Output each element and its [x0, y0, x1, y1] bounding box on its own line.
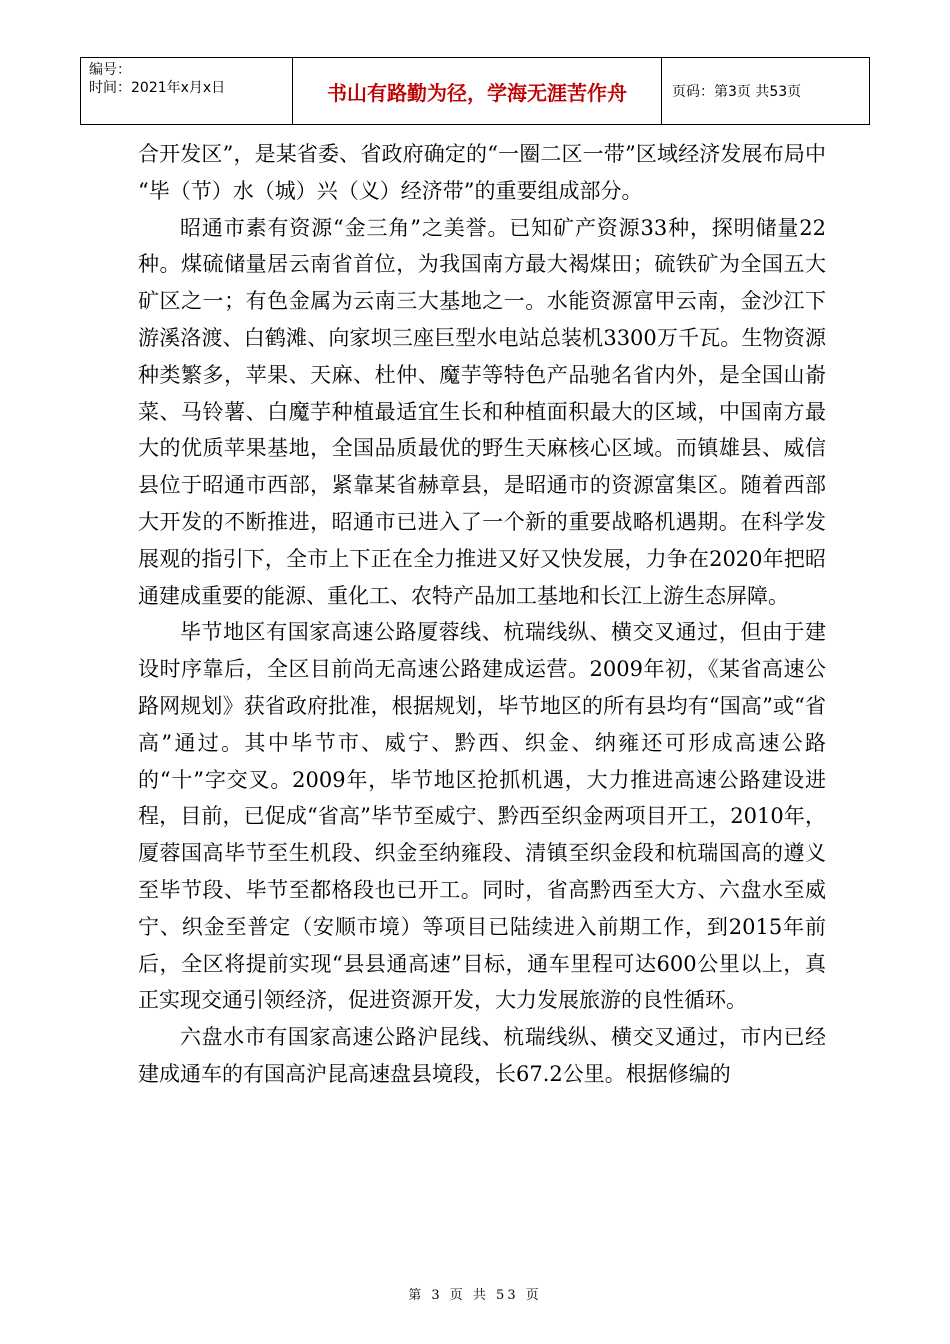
document-body — [138, 136, 826, 1093]
page-header — [80, 57, 870, 125]
page-footer: 第 3 页 共 53 页 — [408, 1288, 542, 1303]
paragraph-4: 六盘水市有国家高速公路沪昆线、杭瑞线纵、横交叉通过，市内已经建成通车的有国高沪昆高速盘县境段，长67.2公里。根据修编的 — [138, 1025, 826, 1086]
header-meta-cell — [81, 58, 293, 125]
paragraph-2: 昭通市素有资源“金三角”之美誉。已知矿产资源33种，探明储量22种。煤硫储量居云南省首位，为我国南方最大褐煤田；硫铁矿为全国五大矿区之一；有色金属为云南三大基地之一。水能资源富甲云南，金沙江下游溪洛渡、白鹤滩、向家坝三座巨型水电站总装机3300万千瓦。生物资源种类繁多，苹果、天麻、杜仲、魔芋等特色产品驰名省内外，是全国山嵛菜、马铃薯、白魔芋种植最适宜生长和种植面积最大的区域，中国南方最大的优质苹果基地，全国品质最优的野生天麻核心区域。而镇雄县、威信县位于昭通市西部，紧靠某省赫章县，是昭通市的资源富集区。随着西部大开发的不断推进，昭通市已进入了一个新的重要战略机遇期。在科学发展观的指引下，全市上下正在全力推进又好又快发展，力争在2020年把昭通建成重要的能源、重化工、农特产品加工基地和长江上游生态屏障。 — [138, 215, 826, 608]
header-page-info: 页码：第3页 共53页 — [662, 58, 870, 125]
paragraph-1: 合开发区”，是某省委、省政府确定的“一圈二区一带”区域经济发展布局中 “毕（节）水（城）兴（义）经济带”的重要组成部分。 — [138, 142, 826, 203]
header-motto: 书山有路勤为径，学海无涯苦作舟 — [293, 58, 662, 125]
time-label: 时间：2021年x月x日 — [89, 80, 226, 96]
paragraph-3: 毕节地区有国家高速公路厦蓉线、杭瑞线纵、横交叉通过，但由于建设时序靠后，全区目前尚无高速公路建成运营。2009年初，《某省高速公路网规划》获省政府批准，根据规划，毕节地区的所有县均有“国高”或“省高”通过。其中毕节市、威宁、黔西、织金、纳雍还可形成高速公路的“十”字交叉。2009年，毕节地区抢抓机遇，大力推进高速公路建设进程，目前，已促成“省高”毕节至威宁、黔西至织金两项目开工，2010年，厦蓉国高毕节至生机段、织金至纳雍段、清镇至织金段和杭瑞国高的遵义至毕节段、毕节至都格段也已开工。同时，省高黔西至大方、六盘水至威宁、织金至普定（安顺市境）等项目已陆续进入前期工作，到2015年前后，全区将提前实现“县县通高速”目标，通车里程可达600公里以上，真正实现交通引领经济，促进资源开发，大力发展旅游的良性循环。 — [138, 620, 826, 1013]
code-label: 编号： — [89, 62, 131, 78]
